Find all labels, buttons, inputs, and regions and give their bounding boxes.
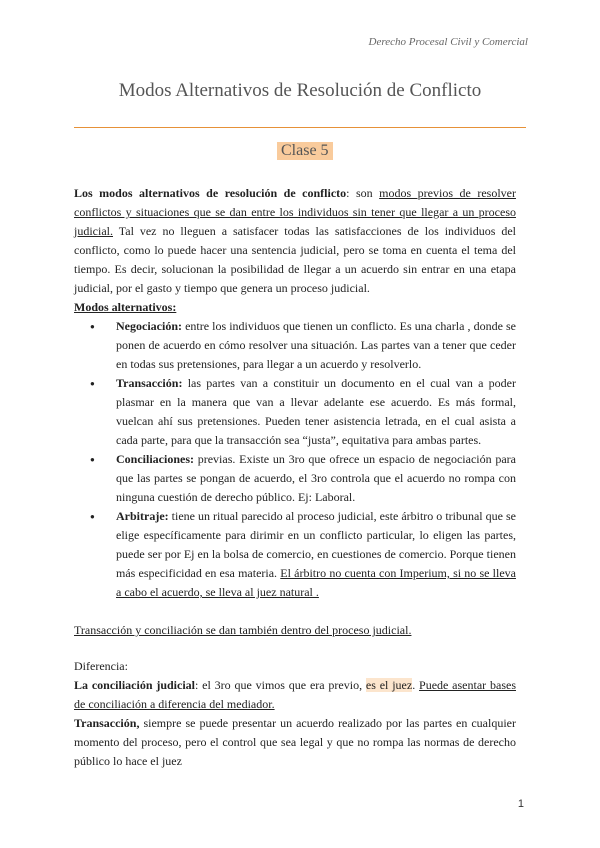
list-item [116, 317, 516, 374]
modo-text: entre los individuos que tienen un conflicto. Es una charla , donde se ponen de acuerdo en cómo resolver una situación. Las partes van a tener que ceder en todas sus pretensiones, para llegar a un acuerdo y resolverlo. [116, 319, 516, 371]
transaccion-paragraph [74, 714, 516, 771]
modo-term: Arbitraje: [116, 509, 169, 523]
page-number: 1 [517, 798, 524, 810]
conciliacion-highlight: es el juez [365, 678, 413, 692]
modo-text: tiene un ritual parecido al proceso judicial, este árbitro o tribunal que se elige específicamente para dirimir en un conflicto particular, lo eligen las partes, puede ser por Ej en la bolsa de comercio, en cuestiones de comercio. Porque tienen más especificidad en esa materia. [116, 509, 516, 580]
modo-term: Conciliaciones: [116, 452, 194, 466]
intro-sep: : son [346, 186, 380, 200]
intro-definition: modos previos de resolver conflictos y situaciones que se dan entre los individuos sin tener que llegar a un proceso judicial. [74, 186, 516, 238]
class-label: Clase 5 [277, 142, 333, 160]
list-item [116, 450, 516, 507]
conciliacion-term: La conciliación judicial [74, 678, 195, 692]
modos-heading-text: Modos alternativos: [74, 300, 177, 314]
intro-term: Los modos alternativos de resolución de conflicto [74, 186, 347, 200]
transaccion-term: Transacción, [74, 716, 140, 730]
modo-underlined: El árbitro no cuenta con Imperium, si no se lleva a cabo el acuerdo, se lleva al juez natural . [116, 566, 516, 599]
note-paragraph: Transacción y conciliación se dan también dentro del proceso judicial. [74, 623, 412, 637]
modo-term: Transacción: [116, 376, 183, 390]
document-body [74, 184, 516, 771]
conciliacion-paragraph [74, 676, 516, 714]
modo-term: Negociación: [116, 319, 182, 333]
conciliacion-underlined: Puede asentar bases de conciliación a diferencia del mediador. [74, 678, 516, 711]
conciliacion-text: : el 3ro que vimos que era previo, [195, 678, 366, 692]
modos-heading [74, 298, 516, 317]
modos-list [74, 317, 516, 602]
title-divider [74, 127, 526, 128]
document-title: Modos Alternativos de Resolución de Conflicto [118, 80, 482, 101]
list-item [116, 507, 516, 602]
transaccion-text: siempre se puede presentar un acuerdo realizado por las partes en cualquier momento del proceso, pero el control que sea legal y que no rompa las normas de derecho público lo hace el juez [74, 716, 516, 768]
list-item [116, 374, 516, 450]
modo-text: las partes van a constituir un documento en el cual van a poder plasmar en la manera que van a llevar adelante ese acuerdo. Es más formal, vuelcan ahí sus pretensiones. Pueden tener asistencia letrada, en el cual asista a cada parte, para que la transacción sea “justa”, equitativa para ambas partes. [116, 376, 516, 447]
conciliacion-dot: . [412, 678, 420, 692]
diferencia-label: Diferencia: [74, 659, 128, 673]
intro-rest: Tal vez no lleguen a satisfacer todas las satisfacciones de los individuos del conflicto, como lo puede hacer una sentencia judicial, pero se toma en cuenta el tema del tiempo. Es decir, solucionan la posibilidad de llegar a un acuerdo sin entrar en una etapa judicial, por el gasto y tiempo que genera un proceso judicial. [74, 224, 516, 295]
running-header: Derecho Procesal Civil y Comercial [368, 36, 528, 48]
modo-text: previas. Existe un 3ro que ofrece un espacio de negociación para que las partes se pongan de acuerdo, el 3ro controla que el acuerdo no rompa con ninguna cuestión de derecho público. Ej: Laboral. [116, 452, 516, 504]
intro-paragraph [74, 184, 516, 298]
